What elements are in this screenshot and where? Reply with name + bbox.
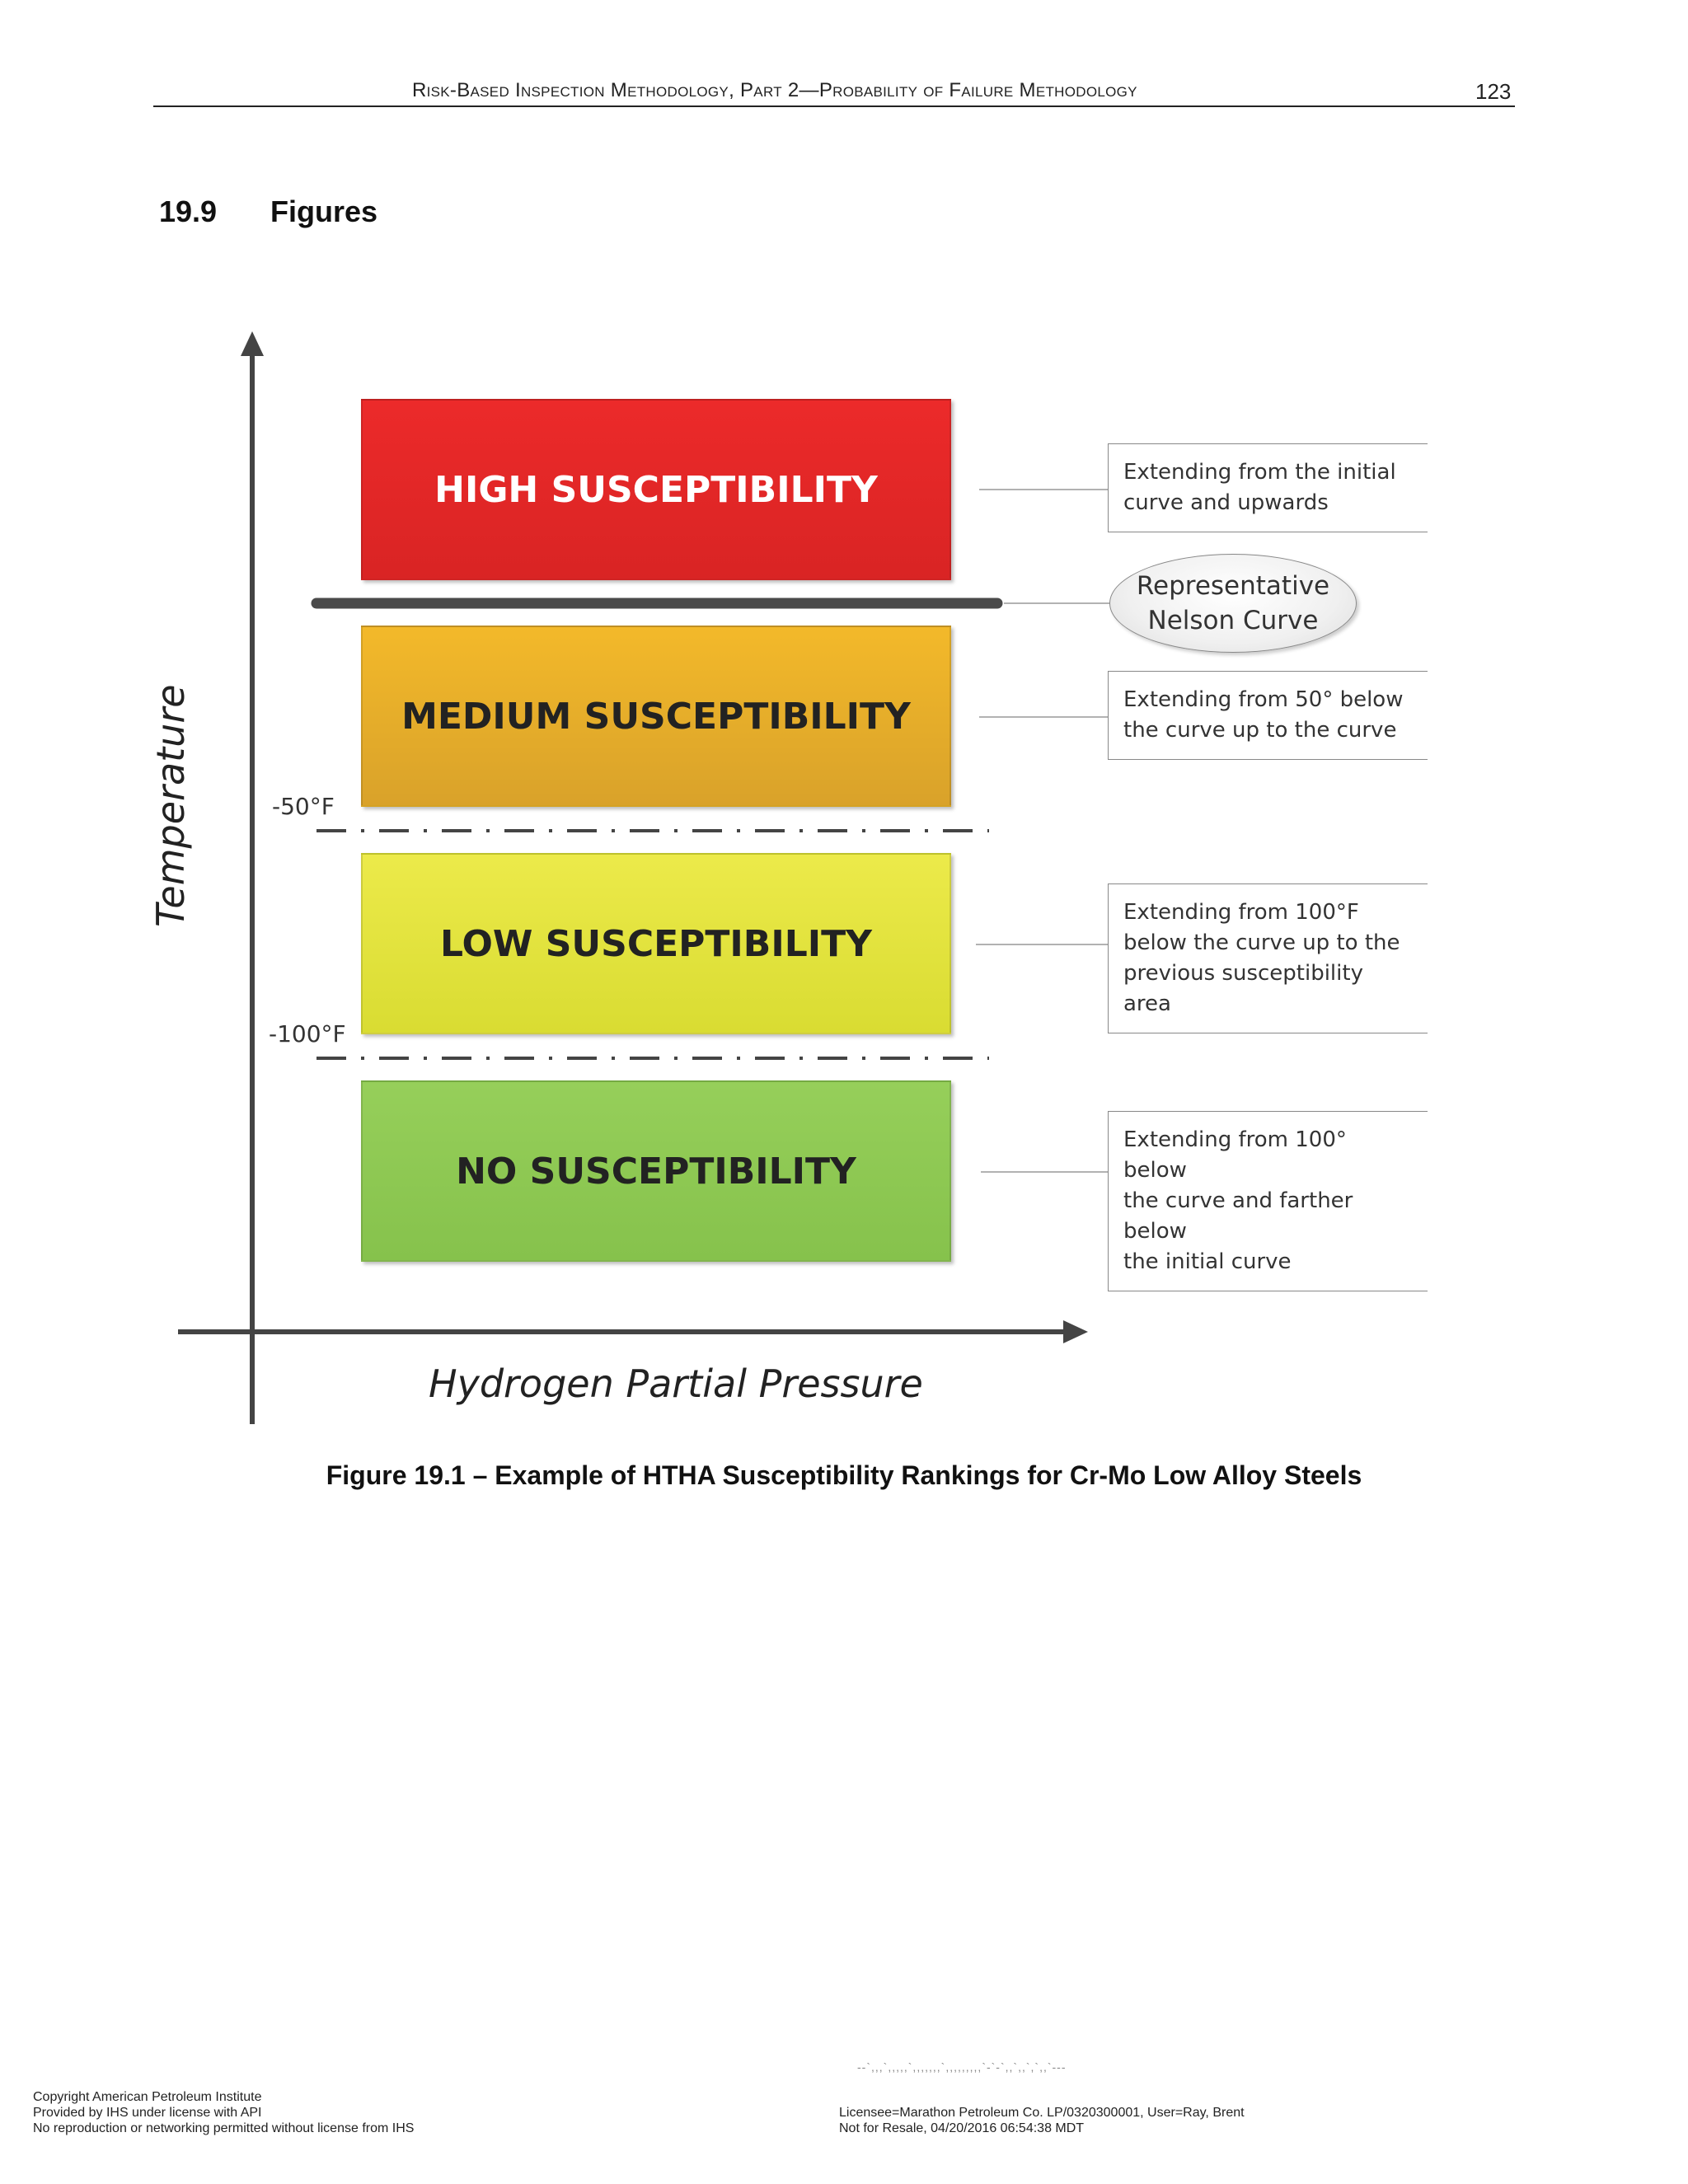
footer-line: No reproduction or networking permitted without license from IHS — [33, 2121, 415, 2135]
description-none — [1108, 1111, 1428, 1291]
nelson-curve-callout — [1109, 554, 1357, 653]
description-line: the initial curve — [1123, 1249, 1292, 1274]
x-axis-label: Hydrogen Partial Pressure — [429, 1361, 923, 1406]
nelson-curve-label-line-2: Nelson Curve — [1147, 606, 1319, 635]
page-number: 123 — [1475, 79, 1512, 104]
band-high-susceptibility: HIGH SUSCEPTIBILITY — [361, 399, 951, 580]
description-line: Extending from 100°F — [1123, 900, 1359, 925]
footer-line: Copyright American Petroleum Institute — [33, 2090, 262, 2104]
description-line: previous susceptibility area — [1123, 961, 1363, 1016]
section-title: Figures — [270, 194, 378, 228]
band-low-susceptibility: LOW SUSCEPTIBILITY — [361, 853, 951, 1034]
y-axis-arrow-icon — [241, 331, 264, 356]
description-line: the curve up to the curve — [1123, 718, 1397, 743]
footer-license — [839, 2105, 1245, 2136]
footer-copyright — [33, 2089, 414, 2136]
running-header-title: Risk-Based Inspection Methodology, Part 2—Probability of Failure Methodology — [412, 79, 1137, 101]
footer-marks: --`,,,`,,,,,`,,,,,,,`,,,,,,,,,`-`-`,,`,,`,`,,`--- — [857, 2060, 1067, 2074]
footer-line: Provided by IHS under license with API — [33, 2106, 262, 2120]
footer-line: Not for Resale, 04/20/2016 06:54:38 MDT — [839, 2121, 1085, 2135]
y-axis-label-wrap — [148, 663, 206, 927]
nelson-curve-label-line-1: Representative — [1136, 571, 1330, 601]
description-line: Extending from 100° below — [1123, 1127, 1347, 1183]
description-line: Extending from the initial — [1123, 460, 1396, 485]
description-high — [1108, 443, 1428, 532]
band-medium-susceptibility: MEDIUM SUSCEPTIBILITY — [361, 626, 951, 807]
threshold-label-50: -50°F — [272, 793, 335, 820]
y-axis-label: Temperature — [148, 684, 193, 927]
x-axis-arrow-icon — [1063, 1320, 1088, 1343]
threshold-label-100: -100°F — [269, 1020, 346, 1047]
description-line: curve and upwards — [1123, 490, 1329, 515]
description-low — [1108, 883, 1428, 1033]
description-line: Extending from 50° below — [1123, 687, 1404, 712]
description-medium — [1108, 671, 1428, 760]
description-line: the curve and farther below — [1123, 1188, 1353, 1244]
section-number: 19.9 — [159, 194, 218, 228]
figure-caption: Figure 19.1 – Example of HTHA Susceptibility Rankings for Cr-Mo Low Alloy Steels — [326, 1460, 1362, 1490]
description-line: below the curve up to the — [1123, 930, 1400, 955]
band-no-susceptibility: NO SUSCEPTIBILITY — [361, 1080, 951, 1262]
footer-line: Licensee=Marathon Petroleum Co. LP/0320300001, User=Ray, Brent — [839, 2106, 1245, 2120]
